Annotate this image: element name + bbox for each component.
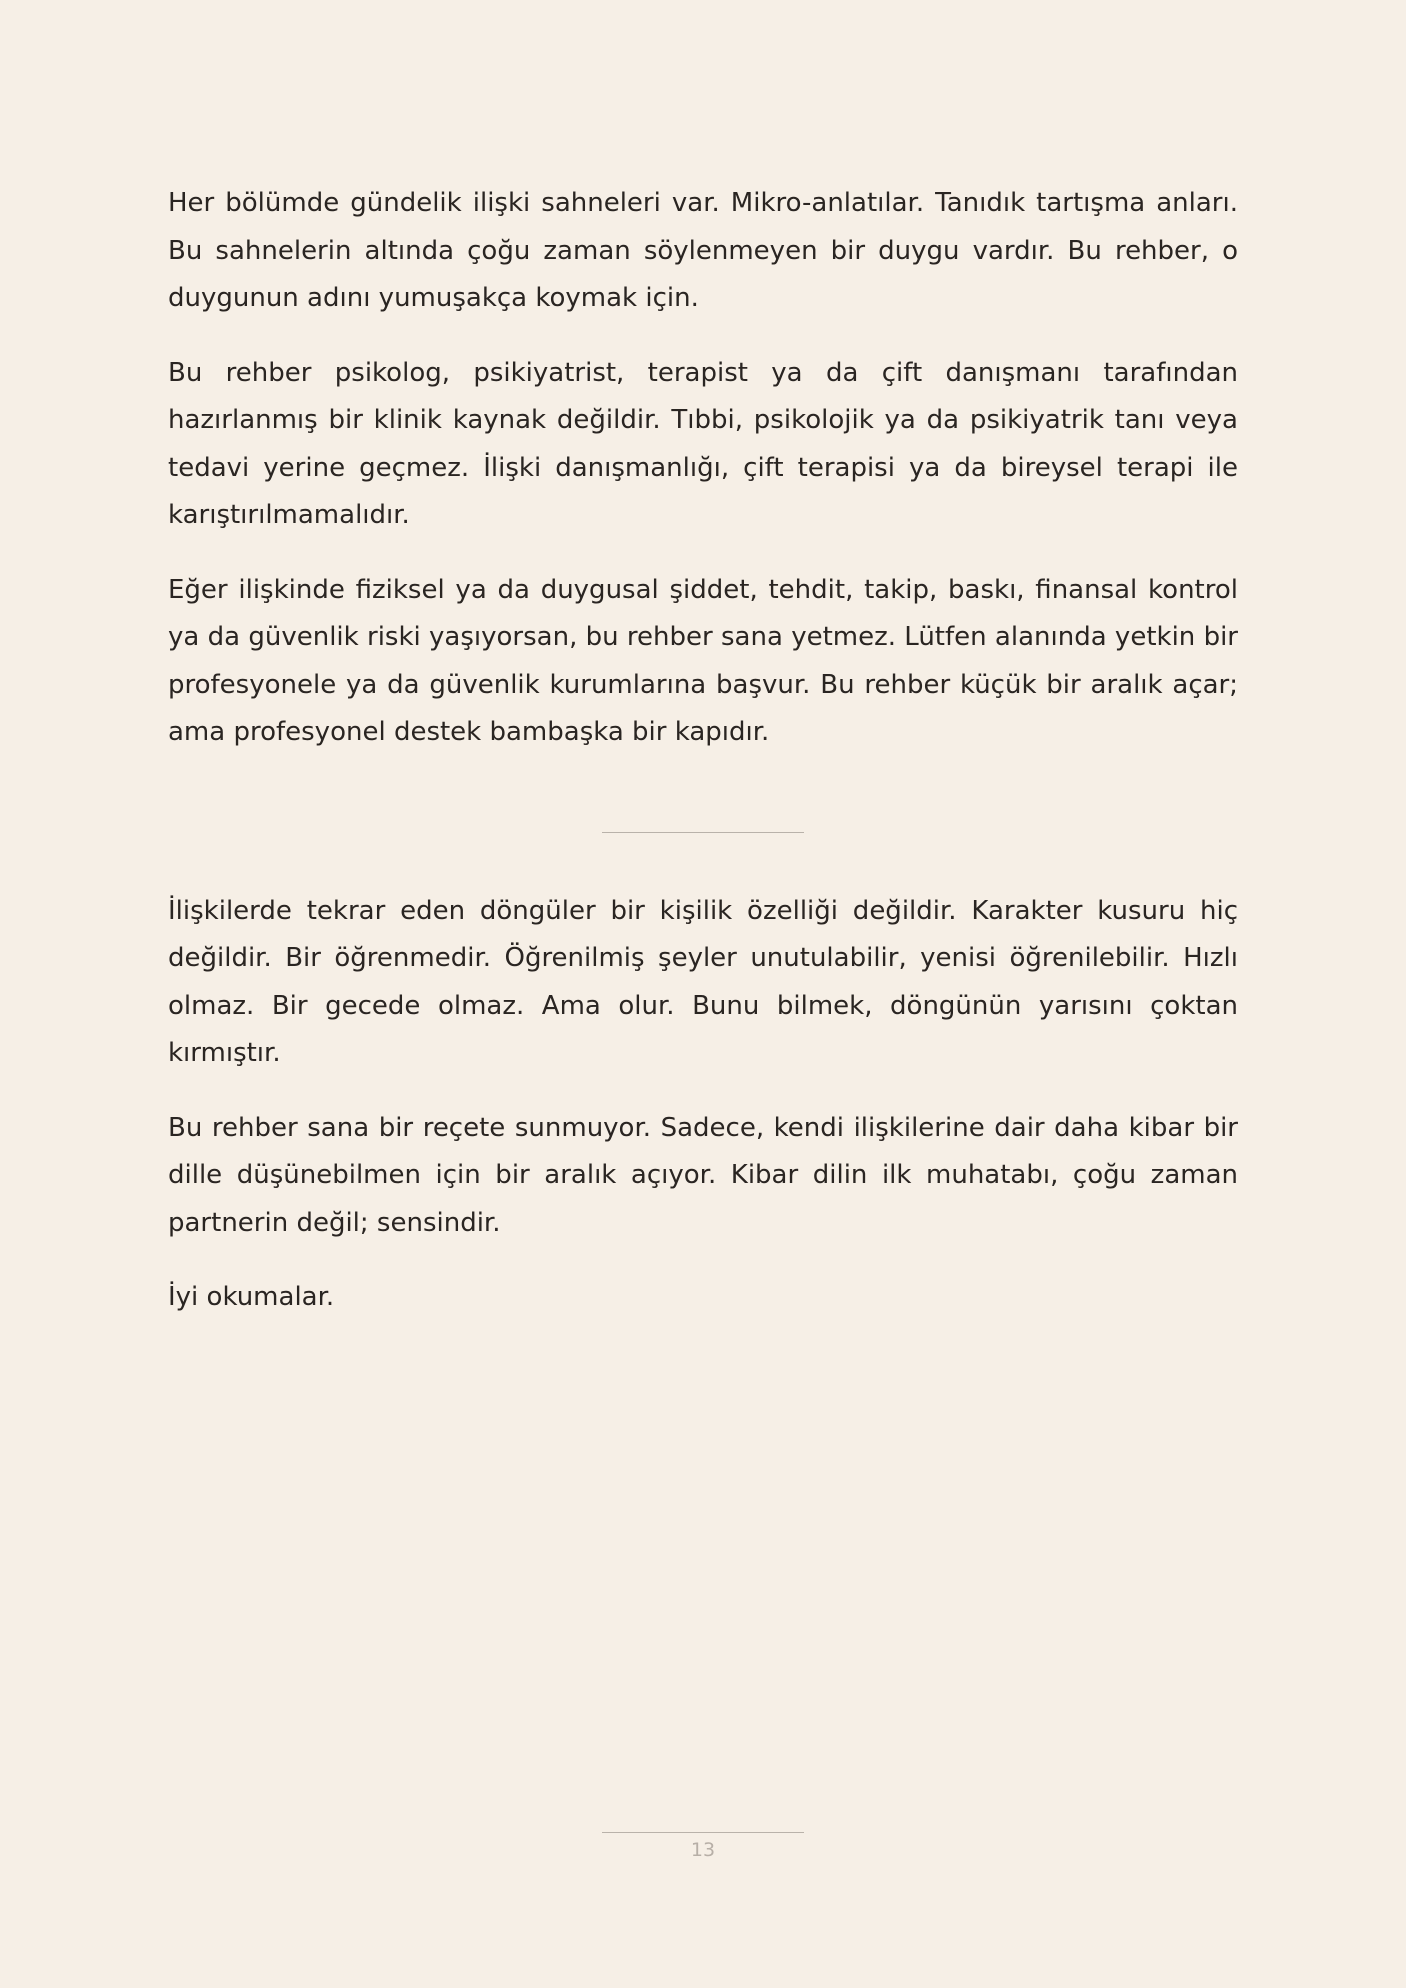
paragraph-closing: İyi okumalar. <box>168 1282 335 1312</box>
paragraph-intro: Her bölümde gündelik ilişki sahneleri var. Mikro-anlatılar. Tanıdık tartışma anları. Bu sahnelerin altında çoğu zaman söylenmeyen bir duygu vardır. Bu rehber, o duygunun adını yumuşakça koymak için. <box>168 188 1238 313</box>
page-footer <box>0 1832 1406 1861</box>
footer-rule <box>602 1832 804 1833</box>
paragraph-purpose: Bu rehber sana bir reçete sunmuyor. Sadece, kendi ilişkilerine dair daha kibar bir dille düşünebilmen için bir aralık açıyor. Kibar dilin ilk muhatabı, çoğu zaman partnerin değil; sensindir. <box>168 1112 1238 1238</box>
section-divider <box>602 832 804 833</box>
page-content <box>168 180 1238 1349</box>
paragraph-disclaimer: Bu rehber psikolog, psikiyatrist, terapist ya da çift danışmanı tarafından hazırlanmış bir klinik kaynak değildir. Tıbbi, psikolojik ya da psikiyatrik tanı veya tedavi yerine geçmez. İlişki danışmanlığı, çift terapisi ya da bireysel terapi ile karıştırılmamalıdır. <box>168 357 1238 530</box>
page-number: 13 <box>690 1839 716 1861</box>
paragraph-cycles: İlişkilerde tekrar eden döngüler bir kişilik özelliği değildir. Karakter kusuru hiç değildir. Bir öğrenmedir. Öğrenilmiş şeyler unutulabilir, yenisi öğrenilebilir. Hızlı olmaz. Bir gecede olmaz. Ama olur. Bunu bilmek, döngünün yarısını çoktan kırmıştır. <box>168 895 1238 1068</box>
paragraph-safety-warning: Eğer ilişkinde fiziksel ya da duygusal şiddet, tehdit, takip, baskı, finansal kontrol ya da güvenlik riski yaşıyorsan, bu rehber sana yetmez. Lütfen alanında yetkin bir profesyonele ya da güvenlik kurumlarına başvur. Bu rehber küçük bir aralık açar; ama profesyonel destek bambaşka bir kapıdır. <box>168 574 1238 747</box>
